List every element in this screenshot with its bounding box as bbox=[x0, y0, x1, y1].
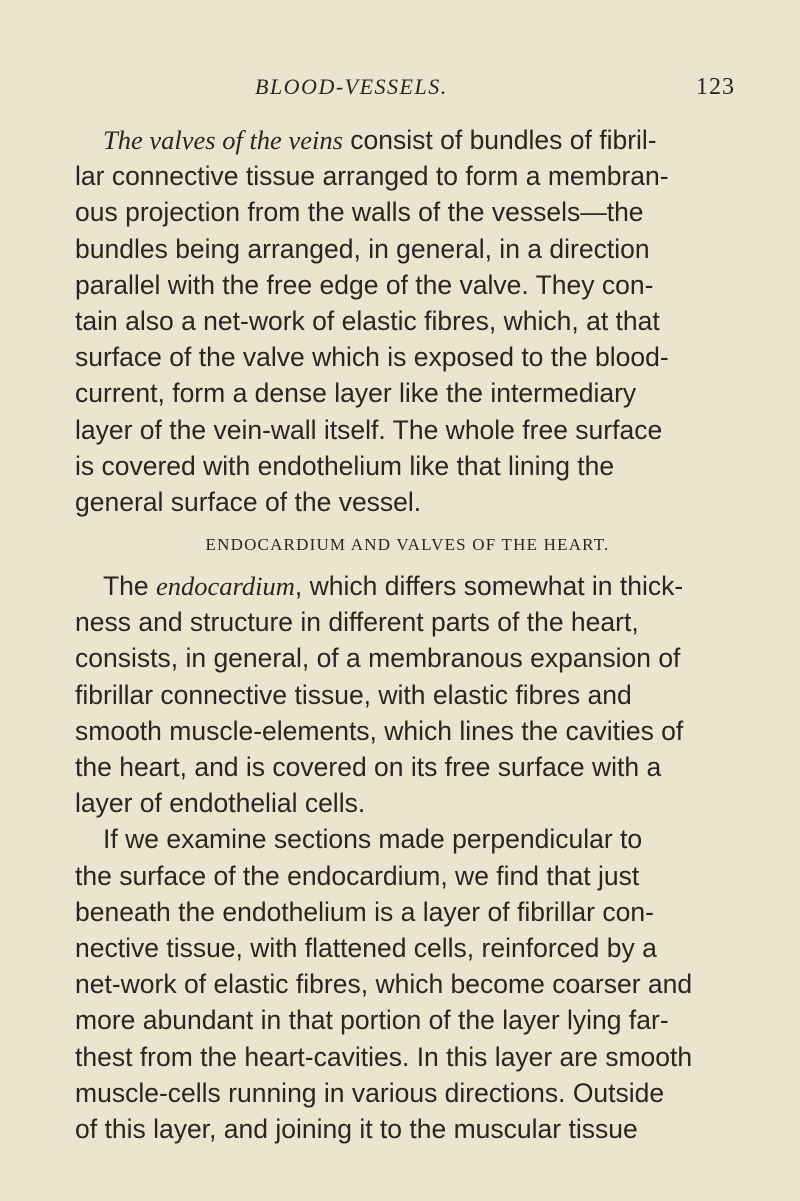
paragraph-2-line: fibrillar connective tissue, with elastic fibres and bbox=[75, 679, 632, 710]
paragraph-1-line: is covered with endothelium like that lining the bbox=[75, 450, 615, 481]
paragraph-2-line bbox=[75, 568, 740, 604]
paragraph-1-line-1-rest: consist of bundles of fibril- bbox=[342, 125, 657, 155]
paragraph-1-line: ous projection from the walls of the vessels—the bbox=[75, 197, 644, 228]
body-text bbox=[75, 122, 740, 1147]
paragraph-3-line: more abundant in that portion of the layer lying far- bbox=[75, 1005, 669, 1036]
page-number: 123 bbox=[696, 74, 735, 100]
paragraph-2-line: ness and structure in different parts of the heart, bbox=[75, 607, 639, 638]
paragraph-1-line: tain also a net-work of elastic fibres, which, at that bbox=[75, 305, 660, 336]
paragraph-1-line: parallel with the free edge of the valve. They con- bbox=[75, 269, 654, 300]
paragraph-1-line: layer of the vein-wall itself. The whole free surface bbox=[75, 414, 663, 445]
paragraph-2-term: endocardium bbox=[156, 571, 295, 602]
paragraph-3-line: nective tissue, with flattened cells, reinforced by a bbox=[75, 932, 657, 963]
paragraph-3-line: net-work of elastic fibres, which become coarser and bbox=[75, 969, 693, 1000]
paragraph-1-line: current, form a dense layer like the intermediary bbox=[75, 378, 637, 409]
running-title: BLOOD-VESSELS. bbox=[255, 74, 448, 99]
paragraph-1-line: lar connective tissue arranged to form a membran- bbox=[75, 161, 669, 192]
paragraph-1-lead-italic: The valves of the veins bbox=[103, 125, 343, 155]
paragraph-3-line: If we examine sections made perpendicular to bbox=[103, 824, 643, 855]
paragraph-1-line: bundles being arranged, in general, in a direction bbox=[75, 233, 650, 264]
paragraph-2-line: smooth muscle-elements, which lines the cavities of bbox=[75, 715, 684, 746]
paragraph-2-line: consists, in general, of a membranous expansion of bbox=[75, 643, 681, 674]
paragraph-2-line: layer of endothelial cells. bbox=[75, 788, 366, 819]
paragraph-1-line bbox=[75, 122, 740, 158]
section-heading: ENDOCARDIUM AND VALVES OF THE HEART. bbox=[205, 535, 610, 555]
paragraph-3-line: muscle-cells running in various directions. Outside bbox=[75, 1077, 665, 1108]
paragraph-1-line: general surface of the vessel. bbox=[75, 486, 422, 517]
paragraph-2-lead: The bbox=[103, 571, 157, 602]
paragraph-2-line: the heart, and is covered on its free surface with a bbox=[75, 752, 662, 782]
paragraph-3-line: beneath the endothelium is a layer of fibrillar con- bbox=[75, 896, 654, 927]
paragraph-3-line: the surface of the endocardium, we find that just bbox=[75, 860, 640, 891]
paragraph-3-line: of this layer, and joining it to the muscular tissue bbox=[75, 1113, 638, 1144]
paragraph-1-line: surface of the valve which is exposed to the blood- bbox=[75, 342, 669, 373]
running-head bbox=[75, 74, 735, 106]
paragraph-2-line-1-rest: , which differs somewhat in thick- bbox=[294, 571, 684, 602]
paragraph-3-line: thest from the heart-cavities. In this layer are smooth bbox=[75, 1041, 693, 1072]
